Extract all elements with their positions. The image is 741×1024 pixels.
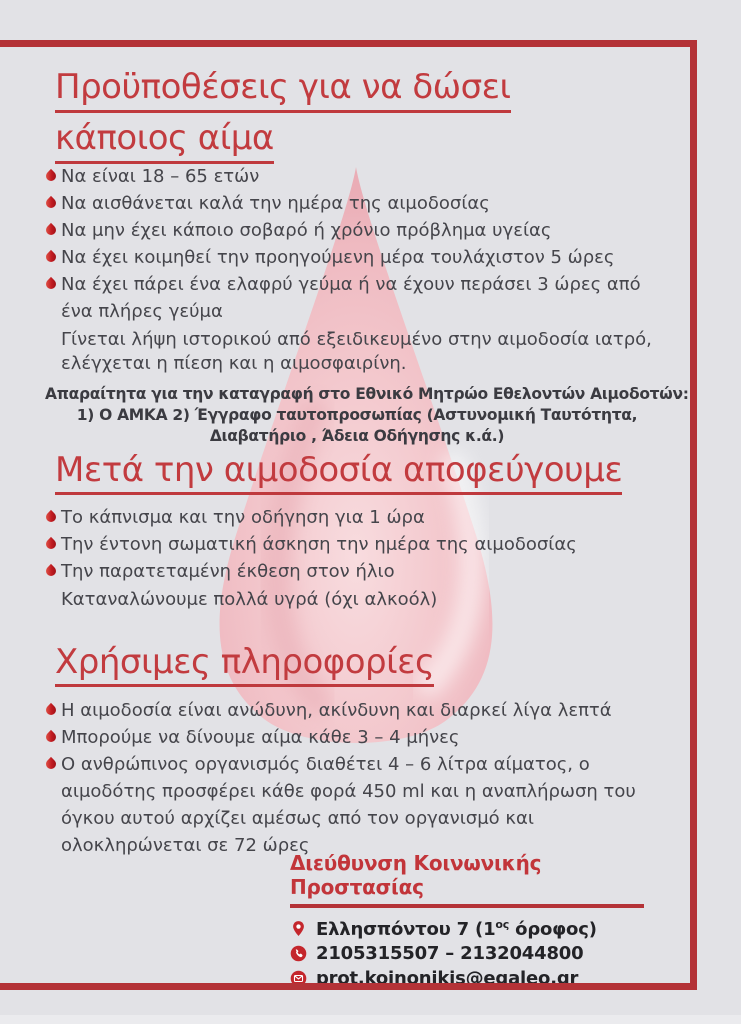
list-item xyxy=(45,271,669,325)
phone-icon xyxy=(290,945,307,962)
list-item-text: Να έχει κοιμηθεί την προηγούμενη μέρα τουλάχιστον 5 ώρες xyxy=(61,247,615,268)
footer-contact-block xyxy=(290,851,644,991)
blood-drop-icon xyxy=(45,531,61,558)
list-item xyxy=(45,751,669,859)
blood-drop-icon xyxy=(45,163,61,190)
requirements-list xyxy=(45,163,669,325)
footer-email: prot.koinonikis@egaleo.gr xyxy=(316,968,579,989)
fluids-note: Καταναλώνουμε πολλά υγρά (όχι αλκοόλ) xyxy=(61,589,438,610)
section-title-requirements xyxy=(55,67,679,172)
blood-drop-icon xyxy=(45,724,61,751)
list-item xyxy=(45,724,669,751)
blood-drop-icon xyxy=(45,271,61,298)
title-line-2: κάποιος αίμα xyxy=(55,121,274,164)
list-item xyxy=(45,697,669,724)
section-title-info: Χρήσιμες πληροφορίες xyxy=(55,645,679,687)
avoid-list xyxy=(45,504,669,585)
footer-phones: 2105315507 – 2132044800 xyxy=(316,943,584,964)
registration-note-line: Διαβατήριο , Άδεια Οδήγησης κ.ά.) xyxy=(209,427,505,445)
list-item-text: Το κάπνισμα και την οδήγηση για 1 ώρα xyxy=(61,507,425,528)
list-item xyxy=(45,531,669,558)
list-item-text: Την παρατεταμένη έκθεση στον ήλιο xyxy=(61,561,395,582)
list-item xyxy=(45,504,669,531)
registration-note xyxy=(45,384,689,447)
blood-drop-icon xyxy=(45,190,61,217)
registration-note-line: 1) Ο ΑΜΚΑ 2) Έγγραφο ταυτοπροσωπίας (Αστυνομική Ταυτότητα, xyxy=(76,406,638,424)
list-item xyxy=(45,244,669,271)
blood-drop-icon xyxy=(45,751,61,778)
list-item xyxy=(45,190,669,217)
location-pin-icon xyxy=(290,920,307,937)
title-line-1: Προϋποθέσεις για να δώσει xyxy=(55,70,511,113)
footer-email-row xyxy=(290,966,644,991)
list-item-text: Να μην έχει κάποιο σοβαρό ή χρόνιο πρόβλημα υγείας xyxy=(61,220,552,241)
footer-address-row xyxy=(290,916,644,941)
footer-phone-row xyxy=(290,941,644,966)
registration-note-line: Απαραίτητα για την καταγραφή στο Εθνικό Μητρώο Εθελοντών Αιμοδοτών: xyxy=(45,385,689,403)
email-icon xyxy=(290,970,307,987)
screening-note: Γίνεται λήψη ιστορικού από εξειδικευμένο στην αιμοδοσία ιατρό, ελέγχεται η πίεση και η αιμοσφαιρίνη. xyxy=(61,329,652,374)
list-item-text: Να είναι 18 – 65 ετών xyxy=(61,166,260,187)
blood-drop-icon xyxy=(45,217,61,244)
footer-heading: Διεύθυνση Κοινωνικής Προστασίας xyxy=(290,851,542,899)
list-item xyxy=(45,163,669,190)
list-item xyxy=(45,558,669,585)
footer-underline-bar xyxy=(290,904,644,908)
section-title-avoid: Μετά την αιμοδοσία αποφεύγουμε xyxy=(55,453,679,495)
info-list xyxy=(45,697,669,859)
list-item-text: Η αιμοδοσία είναι ανώδυνη, ακίνδυνη και διαρκεί λίγα λεπτά xyxy=(61,700,612,721)
list-item-text: Την έντονη σωματική άσκηση την ημέρα της αιμοδοσίας xyxy=(61,534,577,555)
list-item-text: Μπορούμε να δίνουμε αίμα κάθε 3 – 4 μήνες xyxy=(61,727,460,748)
blood-drop-icon xyxy=(45,697,61,724)
list-item-text: Να έχει πάρει ένα ελαφρύ γεύμα ή να έχουν περάσει 3 ώρες από ένα πλήρες γεύμα xyxy=(61,274,641,322)
list-item-text: Να αισθάνεται καλά την ημέρα της αιμοδοσίας xyxy=(61,193,490,214)
blood-drop-icon xyxy=(45,244,61,271)
list-item xyxy=(45,217,669,244)
list-item-text: Ο ανθρώπινος οργανισμός διαθέτει 4 – 6 λίτρα αίματος, ο αιμοδότης προσφέρει κάθε φορά 450 ml και η αναπλήρωση του όγκου αυτού αρχίζει αμέσως από τον οργανισμό και ολοκληρώνεται σε 72 ώρες xyxy=(61,754,636,856)
blood-drop-icon xyxy=(45,504,61,531)
blood-drop-icon xyxy=(45,558,61,585)
footer-address: Ελλησπόντου 7 ($1^{o\varsigma}$ όροφος) xyxy=(316,917,597,940)
